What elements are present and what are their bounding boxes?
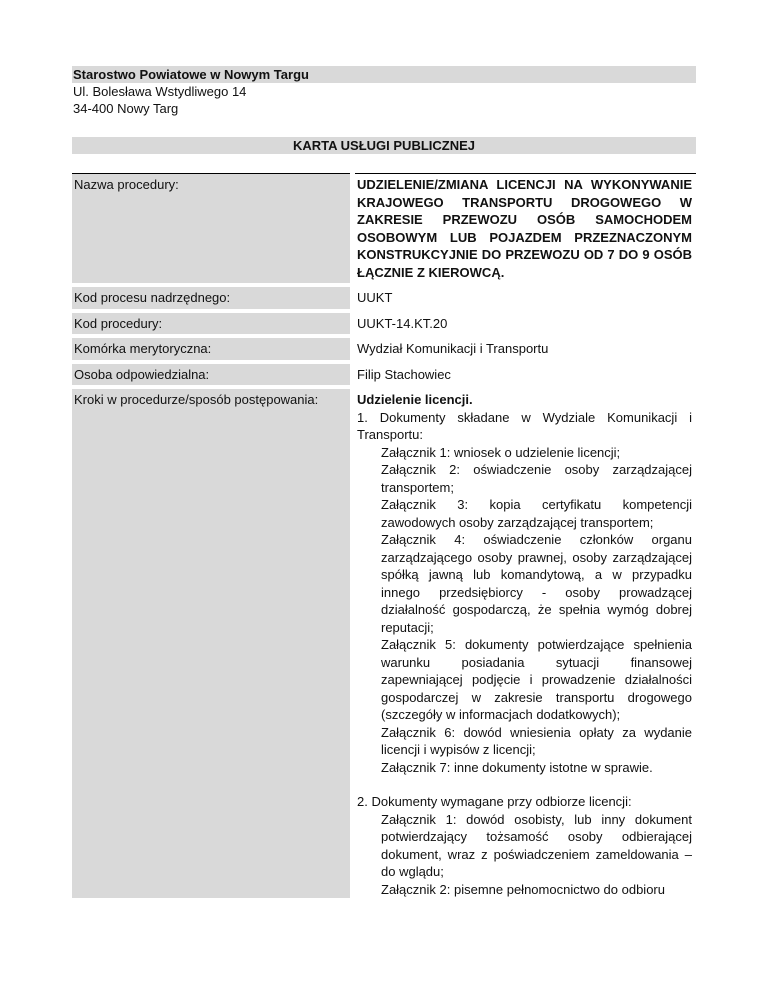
section1-intro: 1. Dokumenty składane w Wydziale Komunikacji i Transportu: <box>357 409 692 442</box>
procedure-name-text <box>357 176 692 281</box>
value-responsible: Filip Stachowiec <box>353 362 697 388</box>
office-street: Ul. Bolesława Wstydliwego 14 <box>73 84 247 99</box>
row-responsible <box>72 362 696 388</box>
office-address <box>72 66 696 117</box>
procedure-name-line: ZAKRESIE PRZEWOZU OSÓB SAMOCHODEM <box>357 212 692 227</box>
row-steps <box>72 387 696 898</box>
label-procedure-name: Nazwa procedury: <box>72 174 353 286</box>
attachment-item: Załącznik 1: wniosek o udzielenie licencji; <box>381 444 621 460</box>
office-name: Starostwo Powiatowe w Nowym Targu <box>72 66 696 83</box>
attachment-item: Załącznik 2: oświadczenie osoby zarządzającej transportem; <box>381 462 692 495</box>
procedure-name-line: OSOBOWYM LUB POJAZDEM PRZEZNACZONYM <box>357 229 692 245</box>
attachment-item: Załącznik 1: dowód osobisty, lub inny dokument potwierdzający tożsamość osoby odbierającej dokument, wraz z poświadczeniem zameldowania – do wglądu; <box>381 811 692 879</box>
value-procedure-name <box>353 174 697 286</box>
procedure-name-line: ŁĄCZNIE Z KIEROWCĄ. <box>357 264 505 280</box>
label-steps: Kroki w procedurze/sposób postępowania: <box>72 387 353 898</box>
attachment-item: Załącznik 2: pisemne pełnomocnictwo do odbioru <box>381 881 665 897</box>
procedure-name-line: UDZIELENIE/ZMIANA LICENCJI NA WYKONYWANIE <box>357 177 692 192</box>
row-procedure-code <box>72 311 696 337</box>
procedure-name-line: KONSTRUKCYJNIE DO PRZEWOZU OD 7 DO 9 OSÓB <box>357 247 692 262</box>
attachment-item: Załącznik 7: inne dokumenty istotne w sprawie. <box>381 759 653 775</box>
row-parent-code <box>72 285 696 311</box>
label-responsible: Osoba odpowiedzialna: <box>72 362 353 388</box>
value-procedure-code: UUKT-14.KT.20 <box>353 311 697 337</box>
attachment-item: Załącznik 6: dowód wniesienia opłaty za wydanie licencji i wypisów z licencji; <box>381 724 692 757</box>
steps-heading: Udzielenie licencji. <box>357 392 473 407</box>
label-parent-code: Kod procesu nadrzędnego: <box>72 285 353 311</box>
label-procedure-code: Kod procedury: <box>72 311 353 337</box>
value-department: Wydział Komunikacji i Transportu <box>353 336 697 362</box>
value-parent-code: UUKT <box>353 285 697 311</box>
attachment-item: Załącznik 4: oświadczenie członków organu zarządzającego osoby prawnej, osoby zarządzającej spółką jawną lub komandytową, a w przypadku innego przedsiębiorcy - osoby prowadzącej działalność gospodarczą, że spełnia wymóg dobrej reputacji; <box>381 532 692 635</box>
office-city: 34-400 Nowy Targ <box>73 101 179 116</box>
procedure-name-line: KRAJOWEGO TRANSPORTU DROGOWEGO W <box>357 194 692 210</box>
spacer <box>357 776 692 793</box>
attachment-item: Załącznik 3: kopia certyfikatu kompetencji zawodowych osoby zarządzającej transportem; <box>381 497 692 530</box>
row-department <box>72 336 696 362</box>
procedure-table <box>72 173 696 898</box>
card-title: KARTA USŁUGI PUBLICZNEJ <box>72 137 696 154</box>
attachment-item: Załącznik 5: dokumenty potwierdzające spełnienia warunku posiadania sytuacji finansowej zapewniającej podjęcie i prowadzenie działalności gospodarczej w zakresie transportu drogowego (szczegóły w informacjach dodatkowych); <box>381 637 692 722</box>
row-procedure-name <box>72 174 696 286</box>
value-steps <box>353 387 697 898</box>
document-page <box>72 66 696 898</box>
label-department: Komórka merytoryczna: <box>72 336 353 362</box>
section2-intro: 2. Dokumenty wymagane przy odbiorze licencji: <box>357 794 632 809</box>
